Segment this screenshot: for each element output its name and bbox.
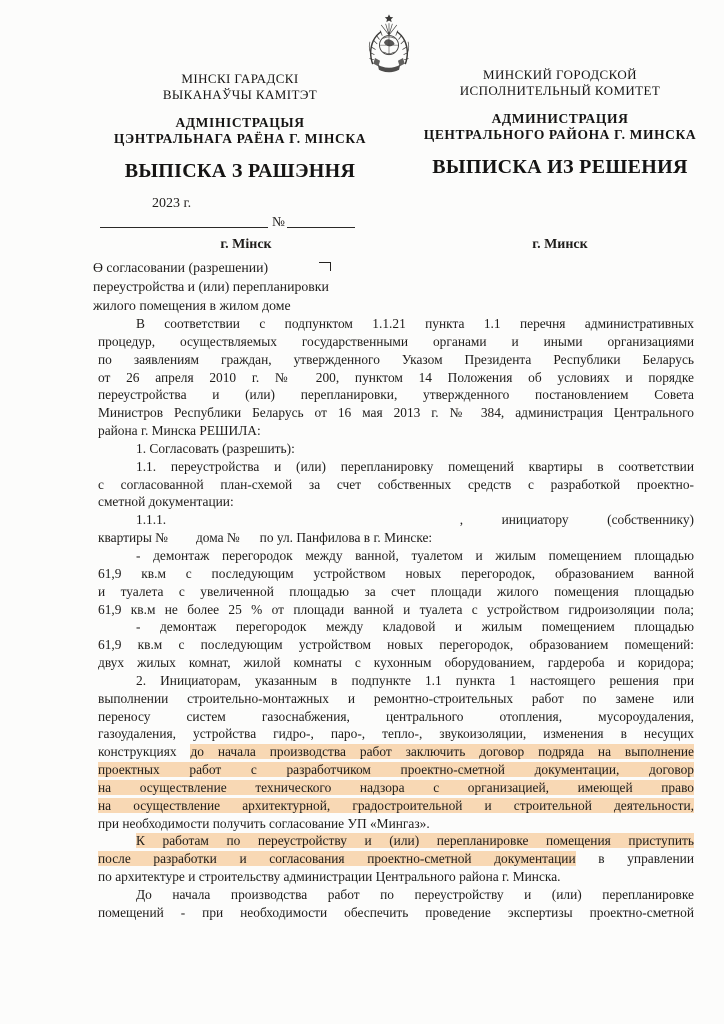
body-line bbox=[98, 351, 694, 369]
text-segment: двух жилых комнат, жилой комнаты с кухонным оборудованием, гардероба и коридора; bbox=[98, 655, 694, 671]
text-segment: по ул. Панфилова в г. Минске: bbox=[259, 530, 433, 546]
body-line bbox=[98, 850, 694, 868]
body-line bbox=[98, 315, 694, 333]
body-line bbox=[98, 565, 694, 583]
text-segment: с согласованной план-схемой за счет собственных средств с разработкой проектно- bbox=[98, 476, 694, 492]
text-segment: переустройства и (или) перепланировки, утвержденного постановлением Совета bbox=[98, 387, 694, 403]
body-line bbox=[98, 743, 694, 761]
body-line bbox=[98, 779, 694, 797]
text-segment: - демонтаж перегородок между кладовой и жилым помещением площадью bbox=[136, 619, 694, 635]
body-line bbox=[98, 369, 694, 387]
body-line bbox=[98, 654, 694, 672]
text-segment: До начала производства работ по переустройству и (или) перепланировке bbox=[136, 887, 694, 902]
text-segment: по архитектуре и строительству администрации Центрального района г. Минска. bbox=[98, 869, 561, 885]
text-segment: при необходимости получить согласование УП «Мингаз». bbox=[98, 815, 430, 831]
text-segment: конструкциях bbox=[98, 744, 191, 760]
body-line bbox=[98, 868, 694, 886]
highlight-segment: на осуществление технического надзора с организацией, имеющей право bbox=[98, 779, 694, 795]
header-right-column bbox=[400, 67, 720, 178]
admin-name-line: АДМІНІСТРАЦЫЯ bbox=[175, 115, 305, 130]
text-segment: Министров Республики Беларусь от 16 мая 2013 г. № 384, администрация Центрального bbox=[98, 405, 694, 421]
text-segment: В соответствии с подпунктом 1.1.21 пункта 1.1 перечня административных bbox=[136, 316, 694, 331]
highlight-segment: К работам по переустройству и (или) перепланировке помещения приступить bbox=[136, 833, 694, 849]
text-segment: и туалета с увеличенной площадью за счет площади жилого помещения площадью bbox=[98, 583, 694, 599]
subject-line: переустройства и (или) перепланировки bbox=[93, 279, 329, 294]
admin-name-line: ЦЕНТРАЛЬНОГО РАЙОНА Г. МИНСКА bbox=[423, 126, 697, 142]
text-segment: дома № bbox=[195, 530, 240, 546]
body-line bbox=[98, 761, 694, 779]
org-name-line: ИСПОЛНИТЕЛЬНЫЙ КОМИТЕТ bbox=[459, 82, 661, 98]
body-line bbox=[98, 529, 694, 547]
text-segment: 61,9 кв.м с последующим устройством новых перегородок, образованием ванной bbox=[98, 565, 694, 581]
text-segment: 1. Согласовать (разрешить): bbox=[136, 440, 295, 456]
admin-name-line: ЦЭНТРАЛЬНАГА РАЁНА Г. МІНСКА bbox=[113, 130, 367, 146]
body-line bbox=[98, 583, 694, 601]
body-line bbox=[98, 476, 694, 494]
body-line bbox=[98, 797, 694, 815]
corner-mark-icon bbox=[319, 262, 331, 271]
body-line bbox=[98, 493, 694, 511]
body-line bbox=[98, 690, 694, 708]
blank-gap bbox=[205, 523, 460, 524]
blank-gap bbox=[240, 541, 260, 542]
text-segment: 2. Инициаторам, указанным в подпункте 1.1 пункта 1 настоящего решения при bbox=[136, 672, 694, 688]
text-segment: - демонтаж перегородок между ванной, туалетом и жилым помещением площадью bbox=[136, 547, 694, 563]
text-segment: выполнении строительно-монтажных и ремонтно-строительных работ по замене или bbox=[98, 690, 694, 706]
date-number-block bbox=[100, 196, 355, 228]
body-line bbox=[98, 386, 694, 404]
body-line bbox=[98, 832, 694, 850]
body-line bbox=[98, 618, 694, 636]
text-segment: , инициатору (собственнику) bbox=[459, 512, 695, 528]
body-line bbox=[98, 547, 694, 565]
body-line bbox=[98, 815, 694, 833]
body-line bbox=[98, 904, 694, 922]
admin-name-line: АДМИНИСТРАЦИЯ bbox=[491, 111, 629, 126]
highlight-segment: после разработки и согласования проектно-сметной документации bbox=[98, 851, 576, 867]
body-line bbox=[98, 440, 694, 458]
text-segment: 61,9 кв.м не более 25 % от площади ванной и туалета с устройством гидроизоляции пола; bbox=[98, 601, 694, 617]
body-line bbox=[98, 511, 694, 529]
place-name-russian: г. Минск bbox=[532, 237, 588, 252]
subject-line: жилого помещения в жилом доме bbox=[93, 298, 291, 313]
header-left-column bbox=[80, 71, 400, 182]
body-line bbox=[98, 458, 694, 476]
text-segment: газоудаления, устройства гидро-, паро-, тепло-, звукоизоляции, изменения в несущих bbox=[98, 726, 694, 742]
highlight-segment: проектных работ с разработчиком проектно-сметной документации, договор bbox=[98, 762, 694, 778]
date-blank-line bbox=[100, 215, 268, 228]
body-line bbox=[98, 404, 694, 422]
highlight-segment: до начала производства работ заключить договор подряда на выполнение bbox=[190, 744, 694, 760]
text-segment: 1.1.1. bbox=[136, 512, 205, 528]
text-segment: переносу систем газоснабжения, центрального отопления, мусороудаления, bbox=[98, 708, 694, 724]
text-segment: квартиры № bbox=[98, 530, 168, 546]
text-segment: 1.1. переустройства и (или) перепланировку помещений квартиры в соответствии bbox=[136, 458, 694, 474]
body-line bbox=[98, 672, 694, 690]
number-sign: № bbox=[272, 214, 285, 229]
body-line bbox=[98, 725, 694, 743]
text-segment: от 26 апреля 2010 г. № 200, пунктом 14 Положения об условиях и порядке bbox=[98, 369, 694, 385]
org-name-line: МІНСКІ ГАРАДСКІ bbox=[181, 71, 299, 86]
doc-title-belarusian: ВЫПІСКА З РАШЭННЯ bbox=[124, 160, 356, 182]
body-line bbox=[98, 601, 694, 619]
text-segment: сметной документации: bbox=[98, 494, 234, 510]
subject-line: Ɵ согласовании (разрешении) bbox=[93, 260, 269, 275]
org-name-line: ВЫКАНАЎЧЫ КАМІТЭТ bbox=[162, 86, 318, 102]
body-line bbox=[98, 708, 694, 726]
body-line bbox=[98, 333, 694, 351]
org-name-line: МИНСКИЙ ГОРОДСКОЙ bbox=[483, 67, 637, 82]
doc-title-russian: ВЫПИСКА ИЗ РЕШЕНИЯ bbox=[432, 156, 688, 178]
body-line bbox=[98, 422, 694, 440]
text-segment: помещений - при необходимости обеспечить проведение экспертизы проектно-сметной bbox=[98, 904, 694, 920]
subject-block bbox=[93, 258, 331, 315]
date-year: 2023 г. bbox=[152, 196, 192, 211]
text-segment: процедур, осуществляемых государственными органами и иными организациями bbox=[98, 333, 694, 349]
blank-gap bbox=[168, 541, 196, 542]
text-segment: района г. Минска РЕШИЛА: bbox=[98, 423, 261, 439]
place-name-belarusian: г. Мінск bbox=[220, 237, 272, 252]
number-blank-line bbox=[287, 215, 355, 228]
document-body bbox=[98, 315, 694, 922]
text-segment: в управлении bbox=[575, 851, 694, 867]
body-line bbox=[98, 636, 694, 654]
text-segment: по заявлениям граждан, утвержденного Указом Президента Республики Беларусь bbox=[98, 351, 694, 367]
highlight-segment: на осуществление архитектурной, градостроительной и строительной деятельности, bbox=[98, 797, 694, 813]
text-segment: 61,9 кв.м с последующим устройством новых перегородок, образованием помещений: bbox=[98, 637, 694, 653]
body-line bbox=[98, 886, 694, 904]
